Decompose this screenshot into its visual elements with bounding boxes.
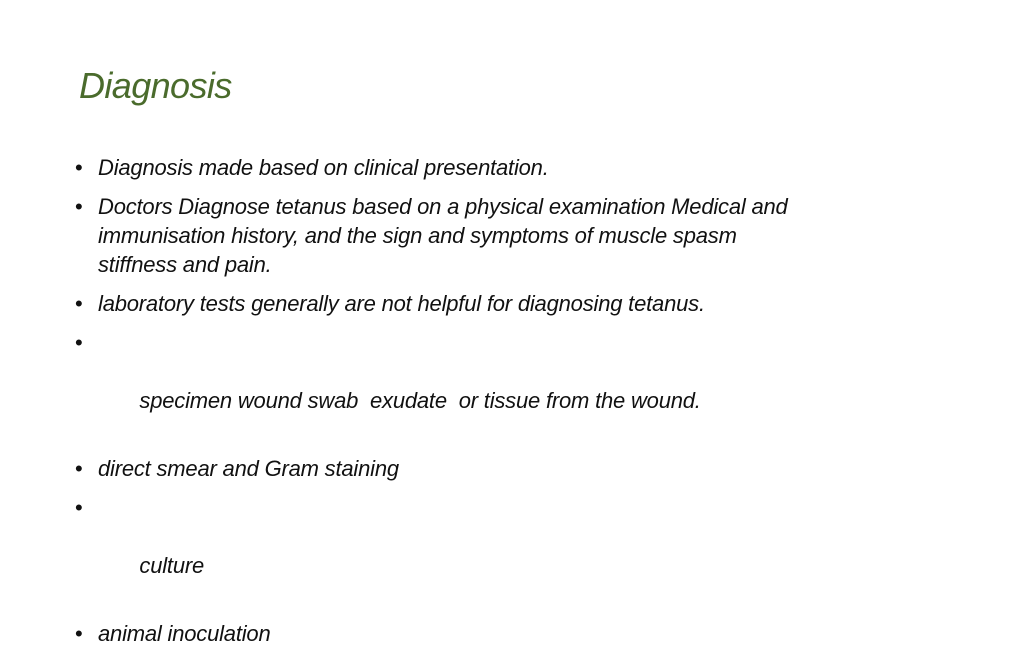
bullet-list bbox=[75, 153, 835, 658]
bullet-item bbox=[75, 619, 835, 648]
bullet-item bbox=[75, 192, 808, 279]
bullet-point-icon: • bbox=[75, 155, 83, 180]
bullet-point-icon: • bbox=[75, 621, 83, 646]
bullet-point-icon: • bbox=[75, 291, 83, 316]
bullet-text: Diagnosis made based on clinical presentation. bbox=[98, 155, 549, 180]
bullet-item bbox=[75, 328, 835, 444]
bullet-point-icon: • bbox=[75, 456, 83, 481]
bullet-item bbox=[75, 493, 835, 609]
bullet-text: culture bbox=[133, 553, 205, 578]
bullet-item bbox=[75, 454, 835, 483]
slide-title: Diagnosis bbox=[79, 65, 232, 106]
bullet-point-icon: • bbox=[75, 495, 83, 520]
bullet-point-icon: • bbox=[75, 194, 83, 219]
bullet-text: Doctors Diagnose tetanus based on a physical examination Medical and immunisation history, and the sign and symptoms of muscle spasm stiffness and pain. bbox=[98, 194, 788, 277]
bullet-text: laboratory tests generally are not helpful for diagnosing tetanus. bbox=[98, 291, 705, 316]
bullet-text: direct smear and Gram staining bbox=[98, 456, 399, 481]
bullet-point-icon: • bbox=[75, 330, 83, 355]
bullet-item bbox=[75, 289, 798, 318]
bullet-item bbox=[75, 153, 835, 182]
bullet-text: animal inoculation bbox=[98, 621, 271, 646]
bullet-text: specimen wound swab exudate or tissue from the wound. bbox=[133, 388, 701, 413]
